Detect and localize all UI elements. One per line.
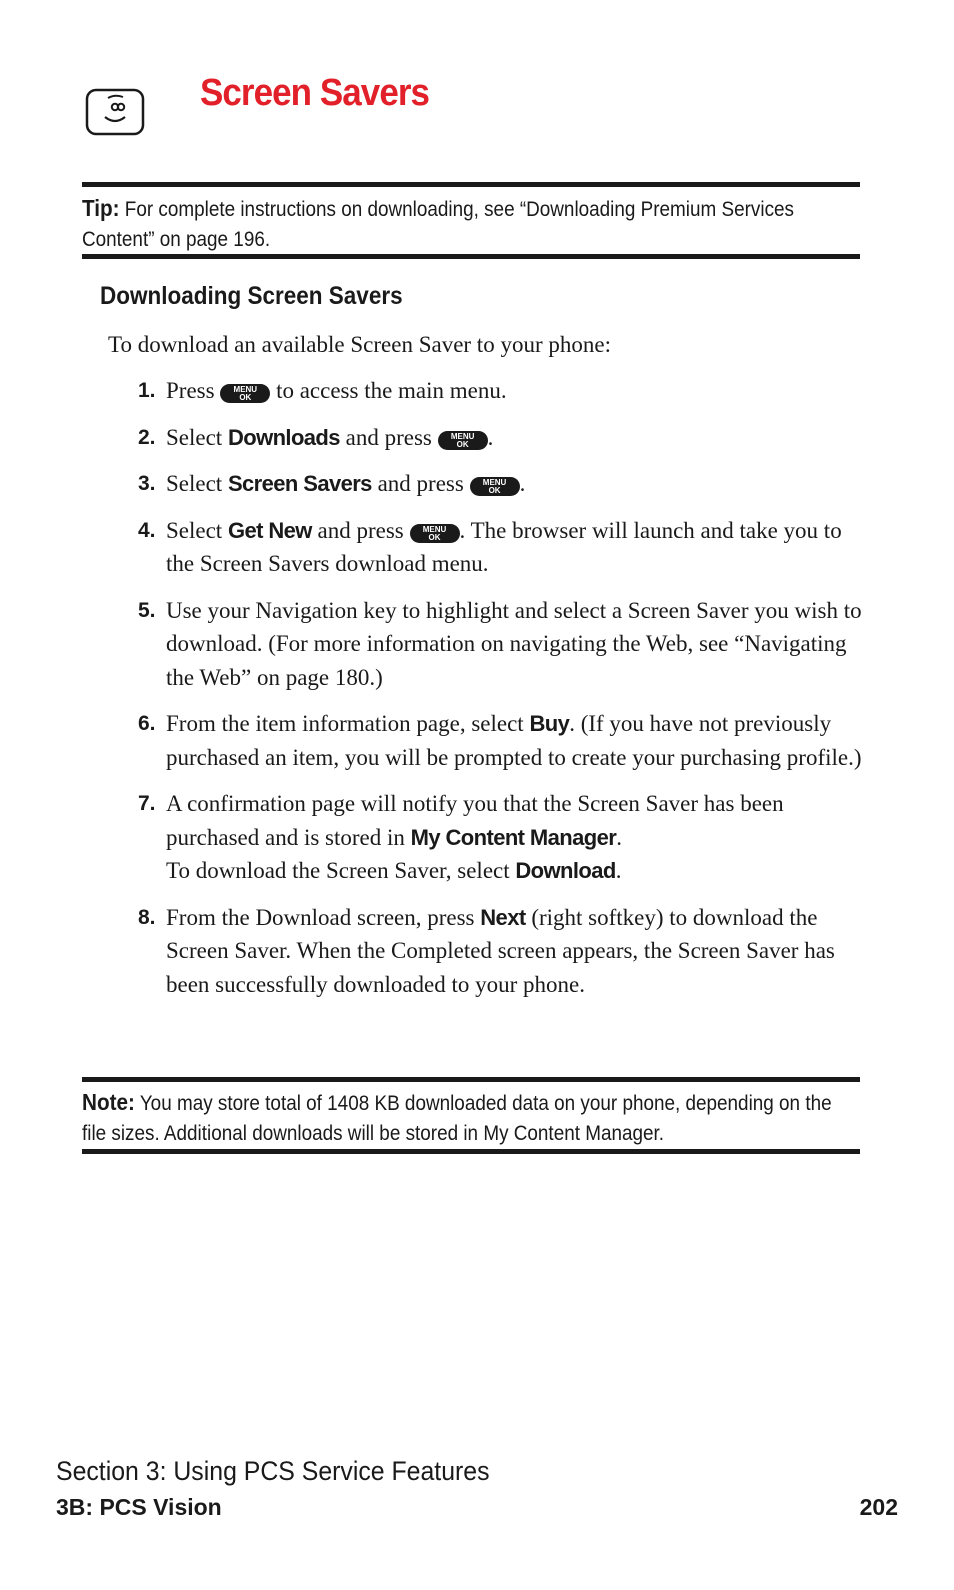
keyword-screen-savers: Screen Savers — [227, 471, 372, 496]
step-number: 2. — [138, 425, 156, 449]
intro-text: To download an available Screen Saver to your phone: — [108, 332, 611, 357]
step-text: and press — [371, 471, 470, 496]
tip-text: For complete instructions on downloading, see “Downloading Premium Services Content” on page 196. — [82, 198, 794, 251]
keyword-download: Download — [515, 858, 616, 883]
step-6 — [138, 707, 868, 774]
step-text: (right softkey) to download the Screen Saver. When the Completed screen appears, the Screen Saver has been successfully downloaded to your phone. — [166, 904, 835, 997]
step-text: From the item information page, select — [166, 711, 530, 736]
step-text: Press — [166, 378, 221, 403]
keyword-get-new: Get New — [227, 517, 312, 543]
tip-box — [82, 182, 860, 259]
note-text: You may store total of 1408 KB downloaded data on your phone, depending on the file sizes. Additional downloads will be stored in My Content Manager. — [82, 1092, 832, 1145]
step-5 — [138, 594, 868, 695]
step-text: . — [519, 471, 526, 496]
step-text: A confirmation page will notify you that the Screen Saver has been purchased and is stored in — [166, 791, 784, 850]
step-text: to access the main menu. — [270, 378, 507, 403]
step-number: 4. — [138, 518, 156, 542]
steps-list — [138, 374, 868, 1014]
step-4 — [138, 514, 868, 581]
step-number: 1. — [138, 379, 156, 402]
phone-screen-face-icon — [85, 88, 145, 136]
step-8 — [138, 901, 868, 1002]
menu-ok-key-icon: MENU OK — [438, 431, 488, 450]
menu-ok-key-icon: MENU OK — [410, 524, 460, 543]
menu-ok-key-icon: MENU OK — [470, 477, 520, 496]
step-text: To download the Screen Saver, select — [166, 858, 516, 883]
page-number: 202 — [859, 1494, 898, 1520]
step-text: Select — [166, 517, 228, 543]
footer-section-title: Section 3: Using PCS Service Features — [56, 1456, 490, 1486]
step-text: Select — [166, 424, 228, 450]
step-2 — [138, 421, 868, 455]
section-heading: Downloading Screen Savers — [100, 282, 403, 310]
keyword-buy: Buy — [529, 711, 570, 736]
step-number: 3. — [138, 472, 156, 495]
step-number: 8. — [138, 905, 156, 929]
note-box — [82, 1077, 860, 1154]
step-text: . — [616, 824, 622, 850]
menu-ok-key-icon: MENU OK — [220, 384, 270, 403]
step-text: . — [615, 858, 622, 883]
step-text: and press — [311, 517, 410, 543]
step-text: Use your Navigation key to highlight and select a Screen Saver you wish to download. (For more information on navigating the Web, see “Navigating the Web” on page 180.) — [166, 597, 862, 690]
step-text: . The browser will launch and take you to the Screen Savers download menu. — [166, 517, 842, 576]
note-label: Note: — [82, 1089, 135, 1115]
keyword-downloads: Downloads — [227, 424, 340, 450]
step-3 — [138, 467, 868, 501]
step-number: 7. — [138, 792, 156, 815]
step-7 — [138, 787, 868, 888]
step-number: 6. — [138, 712, 156, 735]
step-text: . — [487, 424, 494, 450]
tip-label: Tip: — [82, 195, 120, 221]
step-1 — [138, 374, 868, 408]
step-text: Select — [166, 471, 228, 496]
step-number: 5. — [138, 598, 156, 622]
page-title: Screen Savers — [200, 72, 430, 114]
step-text: . (If you have not previously purchased an item, you will be prompted to create your purchasing profile.) — [166, 711, 862, 770]
footer-chapter: 3B: PCS Vision — [56, 1494, 222, 1520]
keyword-next: Next — [480, 904, 526, 930]
step-text: and press — [339, 424, 438, 450]
keyword-my-content-manager: My Content Manager — [410, 824, 617, 850]
step-text: From the Download screen, press — [166, 904, 481, 930]
